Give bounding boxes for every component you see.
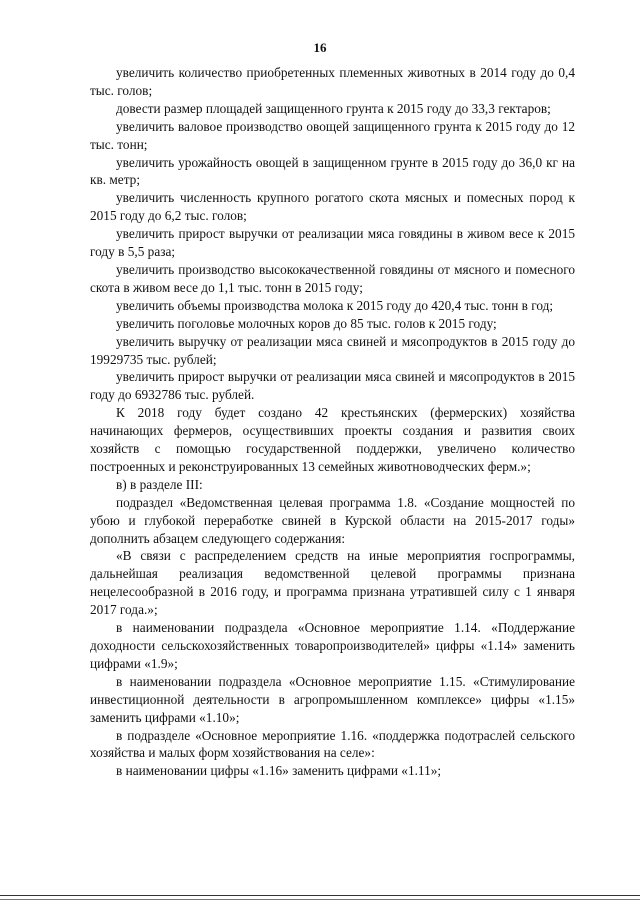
- paragraph: в наименовании подраздела «Основное мероприятие 1.14. «Поддержание доходности сельскохозяйственных товаропроизводителей» цифры «1.14» заменить цифрами «1.9»;: [90, 620, 575, 671]
- paragraph: увеличить объемы производства молока к 2015 году до 420,4 тыс. тонн в год;: [116, 297, 554, 313]
- paragraph: довести размер площадей защищенного грунта к 2015 году до 33,3 гектаров;: [116, 100, 551, 116]
- paragraph: увеличить урожайность овощей в защищенном грунте в 2015 году до 36,0 кг на кв. метр;: [90, 154, 575, 188]
- paragraph: в подразделе «Основное мероприятие 1.16. «поддержка подотраслей сельского хозяйства и малых форм хозяйствования на селе»:: [90, 727, 575, 761]
- paragraph: увеличить прирост выручки от реализации мяса свиней и мясопродуктов в 2015 году до 6932786 тыс. рублей.: [90, 369, 575, 403]
- footer-divider: [0, 895, 640, 896]
- paragraph: увеличить количество приобретенных племенных животных в 2014 году до 0,4 тыс. голов;: [90, 65, 575, 98]
- page-number: 16: [313, 40, 327, 55]
- paragraph: увеличить валовое производство овощей защищенного грунта к 2015 году до 12 тыс. тонн;: [90, 118, 575, 152]
- paragraph: увеличить поголовье молочных коров до 85 тыс. голов к 2015 году;: [116, 315, 497, 331]
- paragraph: в наименовании подраздела «Основное мероприятие 1.15. «Стимулирование инвестиционной деятельности в агропромышленном комплексе» цифры «1.15» заменить цифрами «1.10»;: [90, 673, 575, 725]
- paragraph: в наименовании цифры «1.16» заменить цифрами «1.11»;: [116, 763, 442, 779]
- paragraph: К 2018 году будет создано 42 крестьянских (фермерских) хозяйства начинающих фермеров, осуществивших проекты создания и развития своих хозяйств с помощью государственной поддержки, увеличено количество построенных и реконструированных 13 семейных животноводческих ферм.»;: [90, 405, 575, 474]
- paragraph: увеличить выручку от реализации мяса свиней и мясопродуктов в 2015 году до 19929735 тыс. рублей;: [90, 333, 575, 367]
- paragraph: увеличить прирост выручки от реализации мяса говядины в живом весе к 2015 году в 5,5 раза;: [90, 226, 575, 260]
- footer-divider: [0, 899, 640, 900]
- paragraph: «В связи с распределением средств на иные мероприятия госпрограммы, дальнейшая реализация ведомственной целевой программы признана нецелесообразной в 2016 году, и программа признана утратившей силу с 1 января 2017 года.»;: [90, 548, 575, 618]
- document-body: [90, 64, 575, 780]
- paragraph: подраздел «Ведомственная целевая программа 1.8. «Создание мощностей по убою и глубокой переработке свиней в Курской области на 2015-2017 годы» дополнить абзацем следующего содержания:: [90, 494, 575, 546]
- section-heading: в) в разделе III:: [116, 476, 203, 492]
- paragraph: увеличить производство высококачественной говядины от мясного и помесного скота в живом весе до 1,1 тыс. тонн в 2015 году;: [90, 261, 575, 295]
- paragraph: увеличить численность крупного рогатого скота мясных и помесных пород к 2015 году до 6,2 тыс. голов;: [90, 190, 575, 224]
